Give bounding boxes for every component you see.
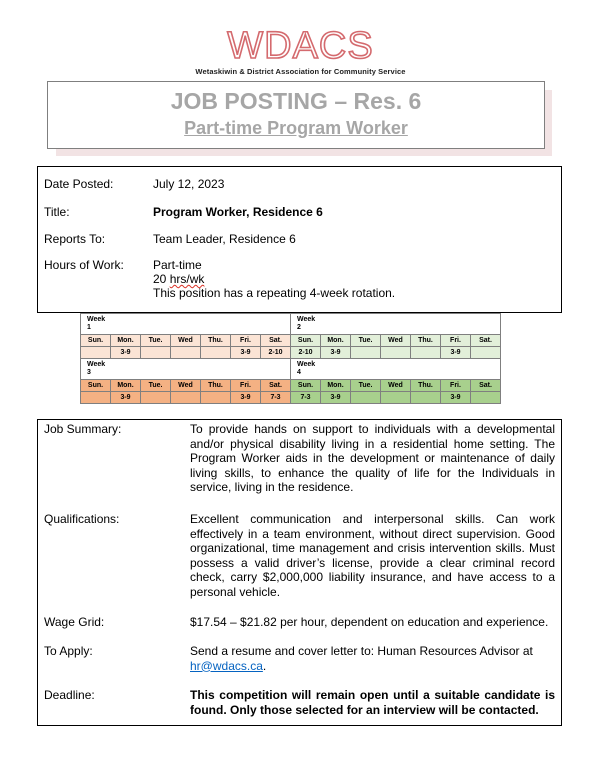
posting-info-box: [37, 166, 562, 313]
logo-tagline: Wetaskiwin & District Association for Community Service: [195, 67, 406, 76]
rotation-note: This position has a repeating 4-week rotation.: [153, 286, 396, 300]
hours-per-week: 20 hrs/wk: [153, 272, 205, 286]
week-3-header: Week 3: [81, 359, 291, 380]
date-value: July 12, 2023: [153, 177, 225, 191]
summary-label: Job Summary:: [44, 422, 122, 436]
week-1-2-shifts-row: 3-9 3-9 2-10 2-10 3-9 3-9: [81, 347, 501, 359]
week-2-header: Week 2: [291, 314, 501, 335]
hours-type: Part-time: [153, 258, 202, 272]
apply-label: To Apply:: [44, 644, 93, 658]
wage-text: $17.54 – $21.82 per hour, dependent on education and experience.: [190, 615, 549, 629]
title-value: Program Worker, Residence 6: [153, 205, 323, 219]
hours-value: [153, 258, 553, 300]
shift-schedule-table: [80, 313, 501, 404]
logo-wordmark: WDACS: [227, 25, 374, 67]
hours-label: Hours of Work:: [44, 258, 124, 272]
apply-email-link[interactable]: hr@wdacs.ca: [190, 658, 263, 673]
posting-title: JOB POSTING – Res. 6: [170, 88, 422, 114]
deadline-text: This competition will remain open until a suitable candidate is found. Only those selected for an interview will be contacted.: [190, 688, 555, 717]
job-details-box: [37, 419, 562, 726]
week-4-header: Week 4: [291, 359, 501, 380]
date-label: Date Posted:: [44, 177, 114, 191]
position-subtitle: Part-time Program Worker: [184, 118, 408, 138]
week-3-4-days-row: Sun. Mon. Tue. Wed Thu. Fri. Sat. Sun. Mon. Tue. Wed Thu. Fri. Sat.: [81, 380, 501, 392]
summary-text: To provide hands on support to individuals with a developmental and/or physical disability living in a residential home setting. The Program Worker aids in the development or maintenance of daily living skills, to enhance the quality of life for the Individuals in service, living in the residence.: [190, 422, 555, 494]
wage-label: Wage Grid:: [44, 615, 105, 629]
qualifications-text: Excellent communication and interpersonal skills. Can work effectively in a team environment, without direct supervision. Good organizational, time management and crisis intervention skills. Must possess a valid driver’s license, provide a clear criminal record check, carry $2,000,000 liability insurance, and have access to a personal vehicle.: [190, 512, 555, 599]
week-1-2-days-row: Sun. Mon. Tue. Wed Thu. Fri. Sat. Sun. Mon. Tue. Wed Thu. Fri. Sat.: [81, 335, 501, 347]
title-label: Title:: [44, 205, 70, 219]
week-3-4-shifts-row: 3-9 3-9 7-3 7-3 3-9 3-9: [81, 392, 501, 404]
qualifications-label: Qualifications:: [44, 512, 120, 526]
apply-text: Send a resume and cover letter to: Human Resources Advisor at hr@wdacs.ca.: [190, 644, 533, 673]
organization-logo: [0, 22, 601, 70]
reports-label: Reports To:: [44, 232, 106, 246]
title-box: [47, 81, 545, 149]
week-1-header: Week 1: [81, 314, 291, 335]
deadline-label: Deadline:: [44, 688, 95, 702]
reports-value: Team Leader, Residence 6: [153, 232, 296, 246]
